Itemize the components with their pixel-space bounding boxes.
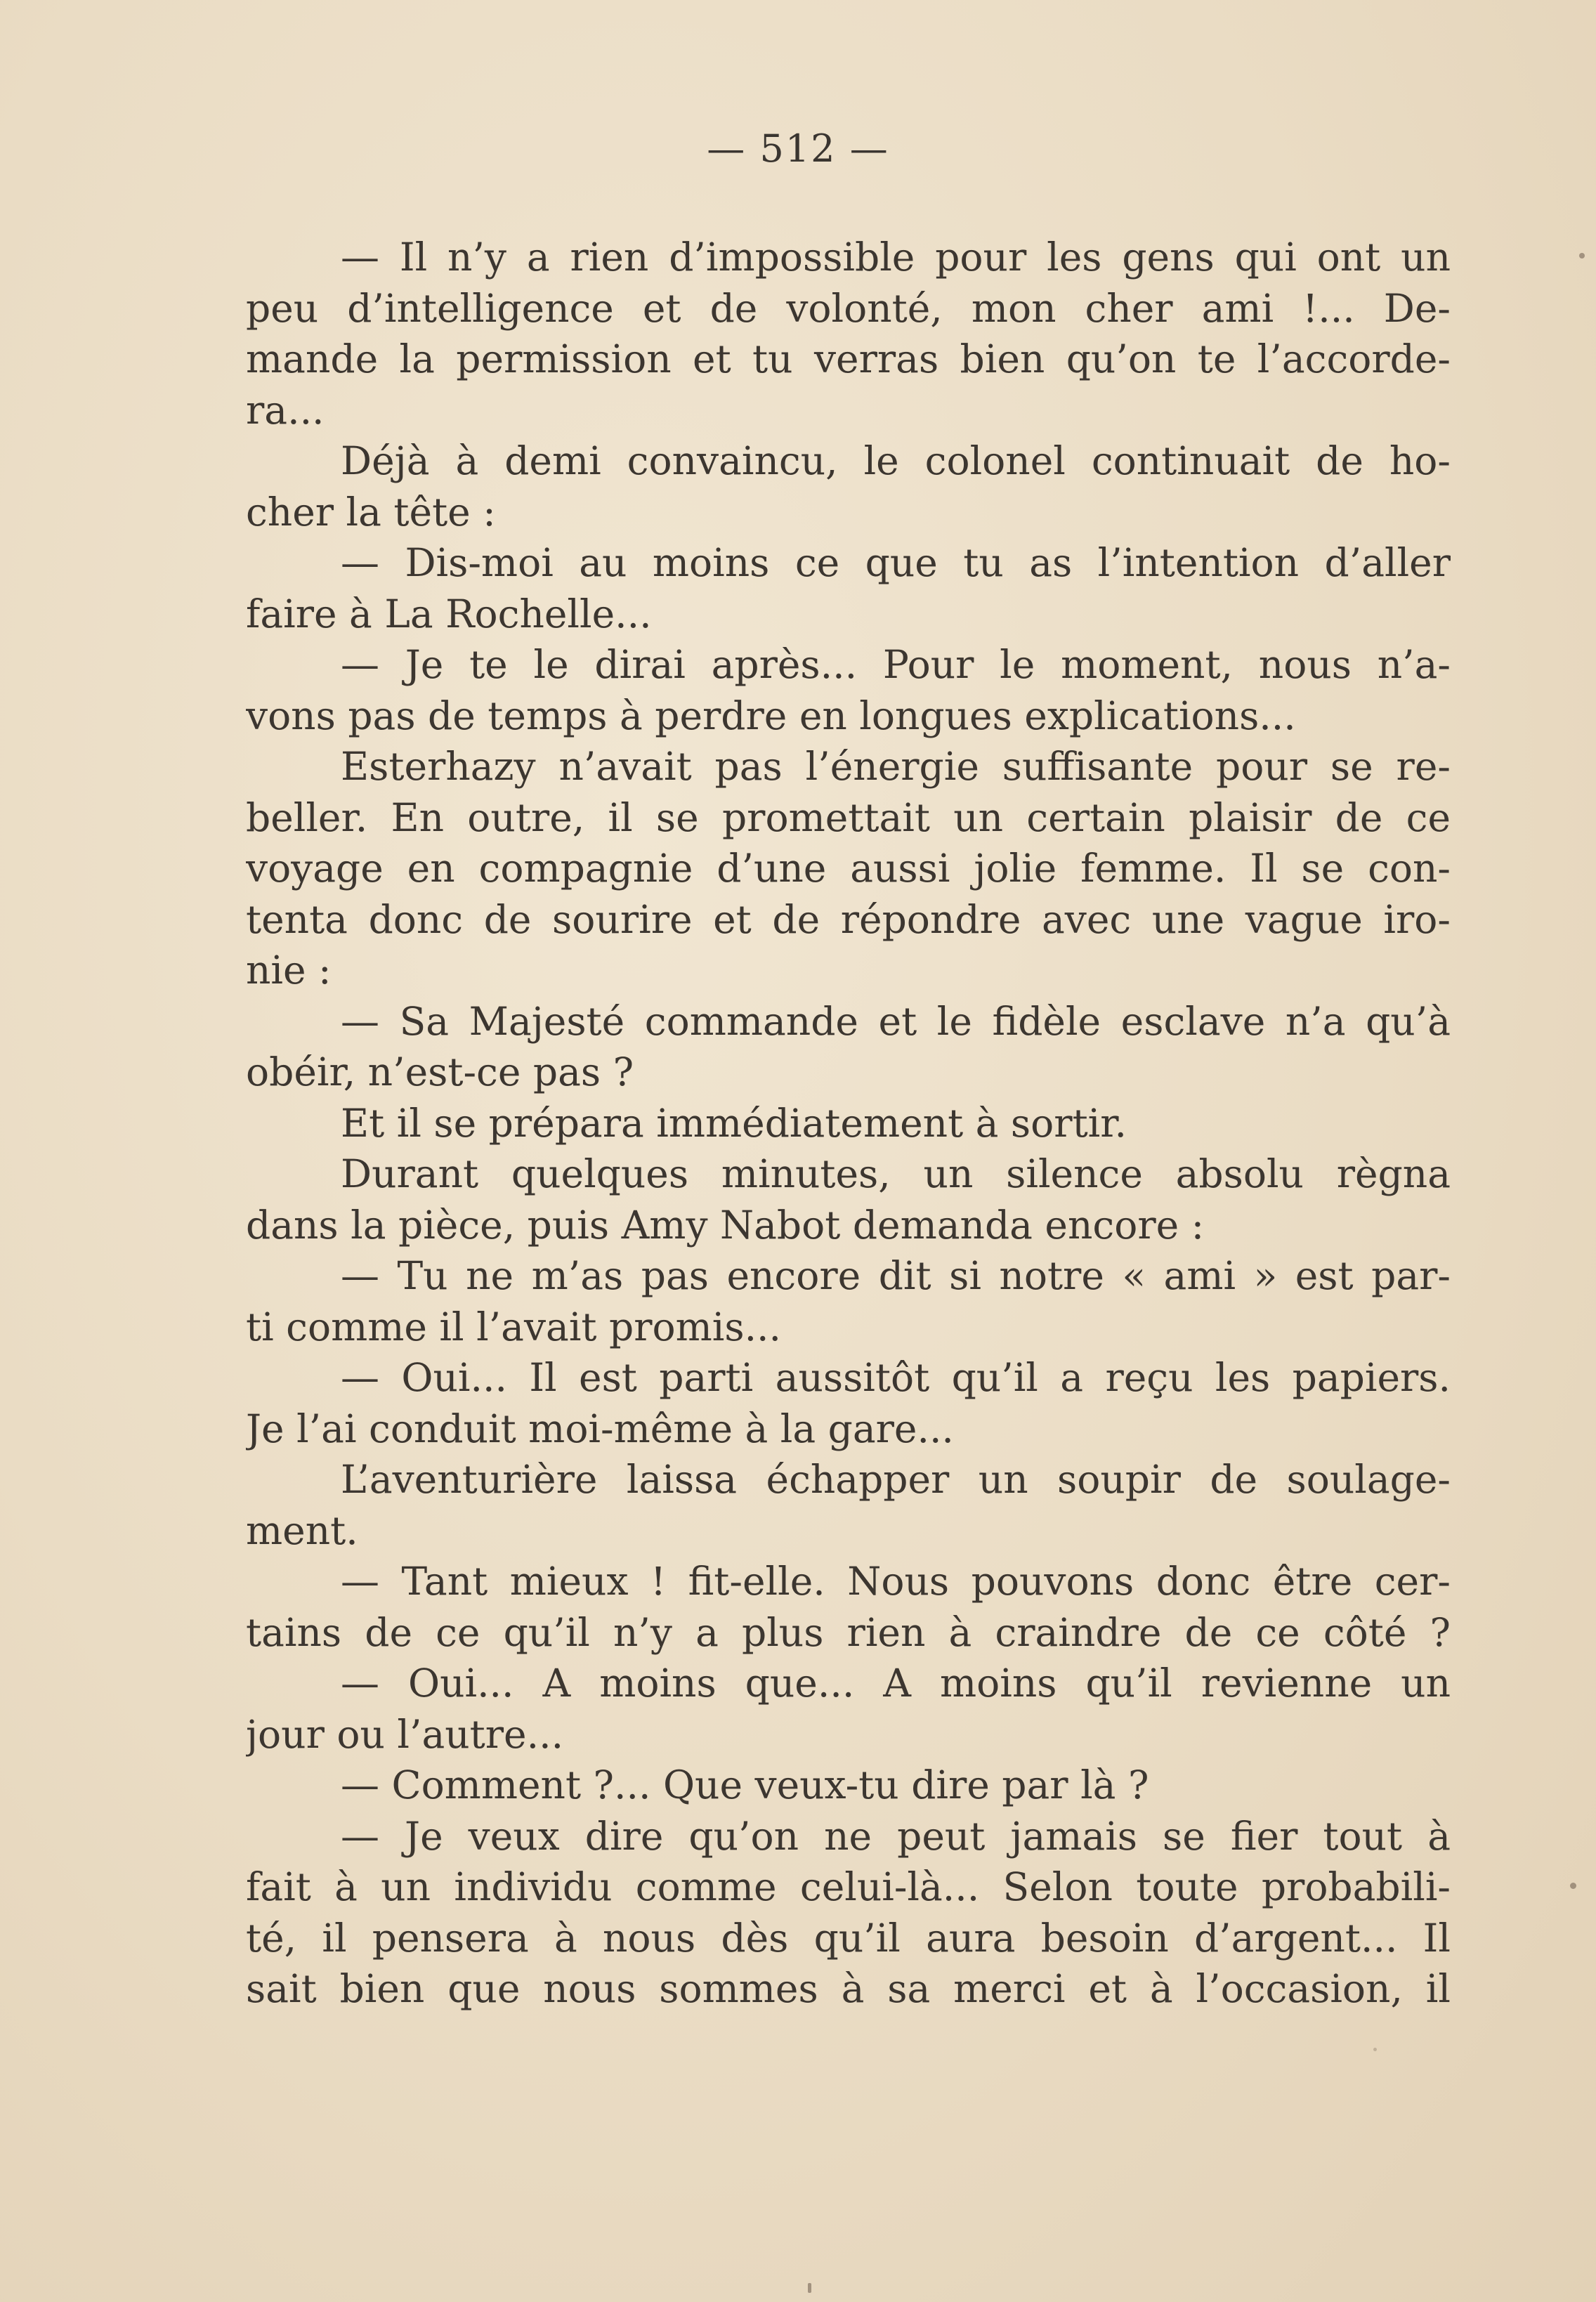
text-line: Durant quelques minutes, un silence absolu règna [341, 1151, 1451, 1196]
text-line: Et il se prépara immédiatement à sortir. [341, 1100, 1127, 1146]
text-line: — Oui... A moins que... A moins qu’il revienne un [341, 1661, 1451, 1706]
text-line: peu d’intelligence et de volonté, mon cher ami !... De- [246, 285, 1451, 331]
text-line: — Tant mieux ! fit-elle. Nous pouvons donc être cer- [341, 1559, 1451, 1604]
text-line: — Comment ?... Que veux-tu dire par là ? [341, 1763, 1149, 1807]
text-line: obéir, n’est-ce pas ? [246, 1049, 634, 1094]
text-line: faire à La Rochelle... [246, 591, 652, 636]
text-line: dans la pièce, puis Amy Nabot demanda encore : [246, 1202, 1205, 1248]
text-line: Déjà à demi convaincu, le colonel continuait de ho- [341, 438, 1451, 483]
body-text [246, 232, 1451, 2015]
text-line: Esterhazy n’avait pas l’énergie suffisante pour se re- [341, 744, 1451, 789]
text-line: voyage en compagnie d’une aussi jolie femme. Il se con- [246, 846, 1451, 891]
text-line: cher la tête : [246, 489, 496, 535]
text-line: — Je veux dire qu’on ne peut jamais se fier tout à [341, 1813, 1451, 1859]
paper-speck [1373, 2048, 1377, 2051]
text-line: tenta donc de sourire et de répondre avec une vague iro- [246, 896, 1451, 942]
text-line: mande la permission et tu verras bien qu’on te l’accorde- [246, 336, 1451, 381]
text-line: fait à un individu comme celui-là... Selon toute probabili- [246, 1864, 1451, 1909]
text-line: ment. [246, 1508, 358, 1553]
text-line: — Il n’y a rien d’impossible pour les gens qui ont un [341, 235, 1451, 280]
text-line: jour ou l’autre... [246, 1711, 564, 1757]
text-line: L’aventurière laissa échapper un soupir de soulage- [341, 1457, 1451, 1502]
text-line: té, il pensera à nous dès qu’il aura besoin d’argent... Il [246, 1915, 1451, 1961]
text-line: vons pas de temps à perdre en longues explications... [246, 693, 1296, 738]
text-line: ra... [246, 387, 325, 433]
text-line: beller. En outre, il se promettait un certain plaisir de ce [246, 794, 1451, 840]
paper-speck [1579, 253, 1585, 259]
page-number: — 512 — [707, 126, 889, 171]
text-line: ti comme il l’avait promis... [246, 1304, 782, 1349]
text-line: — Oui... Il est parti aussitôt qu’il a reçu les papiers. [341, 1355, 1451, 1400]
text-line: — Tu ne m’as pas encore dit si notre « ami » est par- [341, 1253, 1451, 1298]
text-line: tains de ce qu’il n’y a plus rien à craindre de ce côté ? [246, 1609, 1451, 1655]
text-line: — Je te le dirai après... Pour le moment, nous n’a- [341, 642, 1451, 687]
text-line: sait bien que nous sommes à sa merci et à l’occasion, il [246, 1966, 1451, 2011]
text-line: — Dis-moi au moins ce que tu as l’intention d’aller [341, 540, 1451, 585]
text-line: — Sa Majesté commande et le fidèle esclave n’a qu’à [341, 998, 1451, 1044]
paper-speck [1570, 1883, 1576, 1889]
text-line: nie : [246, 948, 332, 993]
paper-speck [808, 2283, 811, 2293]
text-line: Je l’ai conduit moi-même à la gare... [246, 1406, 954, 1451]
